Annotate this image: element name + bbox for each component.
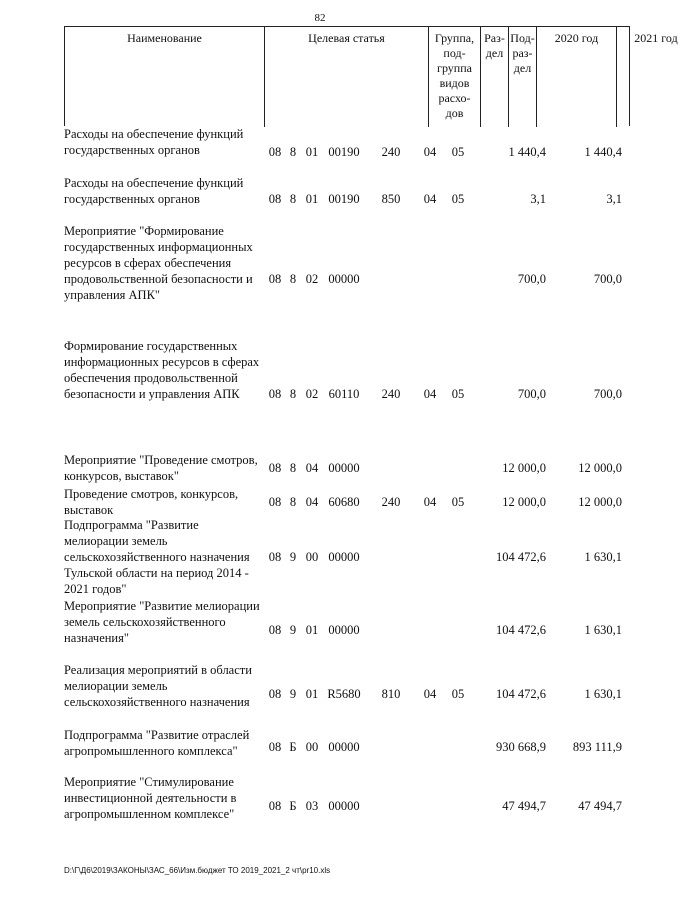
row-c3: 04	[305, 495, 319, 509]
row-y2020: 930 668,9	[496, 740, 546, 754]
row-c2: 9	[289, 550, 297, 564]
row-c3: 02	[305, 387, 319, 401]
row-c1: 08	[268, 550, 282, 564]
row-name: Мероприятие "Стимулирование инвестиционной деятельности в агропромышленном комплексе"	[64, 775, 237, 821]
row-section: 04	[423, 495, 437, 509]
row-c4: 00000	[328, 740, 360, 754]
row-c2: Б	[289, 799, 297, 813]
row-y2020: 104 472,6	[496, 550, 546, 564]
row-c3: 02	[305, 272, 319, 286]
row-c2: 8	[289, 145, 297, 159]
row-y2021: 893 111,9	[572, 740, 622, 754]
row-c2: 8	[289, 192, 297, 206]
row-name: Проведение смотров, конкурсов, выставок	[64, 487, 239, 517]
row-subsection: 05	[451, 687, 465, 701]
row-name: Мероприятие "Формирование государственных информационных ресурсов в сферах обеспечения продовольственной безопасности и управления АПК"	[64, 224, 253, 302]
row-c3: 00	[305, 740, 319, 754]
row-section: 04	[423, 387, 437, 401]
row-y2020: 700,0	[517, 387, 546, 401]
row-group: 240	[381, 495, 401, 509]
header-name: Наименование	[65, 27, 265, 127]
row-y2020: 1 440,4	[508, 145, 546, 159]
row-c2: 9	[289, 687, 297, 701]
row-name: Подпрограмма "Развитие отраслей агропромышленного комплекса"	[64, 728, 250, 758]
row-c1: 08	[268, 623, 282, 637]
row-c4: R5680	[327, 687, 361, 701]
row-c4: 00000	[328, 799, 360, 813]
header-2020: 2020 год	[537, 27, 617, 127]
row-c4: 00000	[328, 550, 360, 564]
row-section: 04	[423, 192, 437, 206]
row-c4: 00190	[328, 192, 360, 206]
row-c3: 04	[305, 461, 319, 475]
row-c3: 01	[305, 623, 319, 637]
table-header	[64, 26, 678, 126]
row-y2020: 104 472,6	[496, 623, 546, 637]
header-subsection: Под- раз- дел	[509, 27, 537, 127]
row-c3: 03	[305, 799, 319, 813]
row-section: 04	[423, 687, 437, 701]
row-c1: 08	[268, 272, 282, 286]
row-y2021: 3,1	[606, 192, 622, 206]
page-number: 82	[314, 12, 326, 24]
row-y2020: 104 472,6	[496, 687, 546, 701]
row-c2: 8	[289, 495, 297, 509]
row-c3: 01	[305, 687, 319, 701]
row-c2: 8	[289, 387, 297, 401]
row-y2021: 1 630,1	[584, 550, 622, 564]
row-y2021: 700,0	[593, 387, 622, 401]
row-c2: 8	[289, 272, 297, 286]
row-name: Подпрограмма "Развитие мелиорации земель сельскохозяйственного назначения Тульской области на период 2014 - 2021 годов"	[64, 518, 250, 596]
row-c1: 08	[268, 495, 282, 509]
row-c4: 60680	[328, 495, 360, 509]
row-name: Расходы на обеспечение функций государственных органов	[64, 176, 244, 206]
row-c1: 08	[268, 740, 282, 754]
row-c4: 00190	[328, 145, 360, 159]
row-c1: 08	[268, 687, 282, 701]
row-c2: 8	[289, 461, 297, 475]
row-c3: 00	[305, 550, 319, 564]
row-y2021: 47 494,7	[578, 799, 622, 813]
row-c4: 60110	[328, 387, 360, 401]
row-subsection: 05	[451, 192, 465, 206]
header-target: Целевая статья	[265, 27, 429, 127]
row-c2: Б	[289, 740, 297, 754]
row-name: Формирование государственных информационных ресурсов в сферах обеспечения продовольственной безопасности и управления АПК	[64, 339, 260, 401]
file-path-footer: D:\Г\Д6\2019\ЗАКОНЫ\ЗАС_66\Изм.бюджет ТО 2019_2021_2 чт\pr10.xls	[64, 866, 331, 875]
row-name: Расходы на обеспечение функций государственных органов	[64, 127, 244, 157]
row-y2021: 1 440,4	[584, 145, 622, 159]
row-c4: 00000	[328, 272, 360, 286]
row-y2020: 12 000,0	[502, 495, 546, 509]
row-c4: 00000	[328, 623, 360, 637]
row-group: 850	[381, 192, 401, 206]
row-subsection: 05	[451, 495, 465, 509]
row-group: 240	[381, 387, 401, 401]
header-2021: 2021 год	[634, 31, 678, 45]
row-c2: 9	[289, 623, 297, 637]
row-y2020: 3,1	[530, 192, 546, 206]
row-name: Реализация мероприятий в области мелиорации земель сельскохозяйственного назначения	[64, 663, 252, 709]
row-c1: 08	[268, 387, 282, 401]
row-y2021: 12 000,0	[578, 495, 622, 509]
row-c3: 01	[305, 145, 319, 159]
row-y2020: 12 000,0	[502, 461, 546, 475]
row-c1: 08	[268, 145, 282, 159]
row-group: 810	[381, 687, 401, 701]
header-group: Группа, под- группа видов расхо- дов	[429, 27, 481, 127]
row-y2020: 47 494,7	[502, 799, 546, 813]
row-c4: 00000	[328, 461, 360, 475]
row-y2021: 12 000,0	[578, 461, 622, 475]
row-c1: 08	[268, 192, 282, 206]
row-name: Мероприятие "Проведение смотров, конкурсов, выставок"	[64, 453, 258, 483]
row-subsection: 05	[451, 145, 465, 159]
row-section: 04	[423, 145, 437, 159]
row-c1: 08	[268, 799, 282, 813]
row-y2020: 700,0	[517, 272, 546, 286]
row-c3: 01	[305, 192, 319, 206]
row-y2021: 1 630,1	[584, 687, 622, 701]
row-name: Мероприятие "Развитие мелиорации земель сельскохозяйственного назначения"	[64, 599, 260, 645]
row-y2021: 1 630,1	[584, 623, 622, 637]
header-section: Раз- дел	[481, 27, 509, 127]
row-c1: 08	[268, 461, 282, 475]
row-group: 240	[381, 145, 401, 159]
row-subsection: 05	[451, 387, 465, 401]
row-y2021: 700,0	[593, 272, 622, 286]
